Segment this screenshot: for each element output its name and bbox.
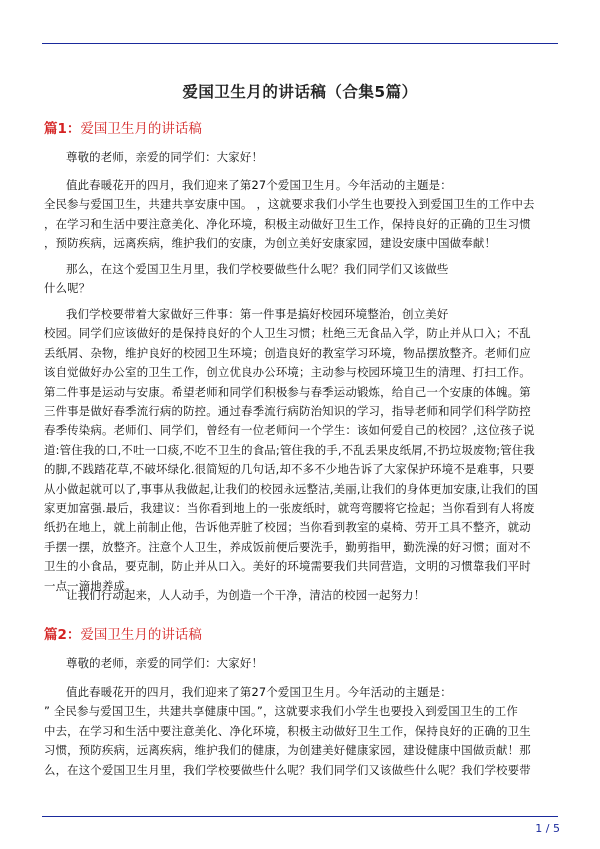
s2-paragraph-theme	[44, 683, 556, 780]
text-line: 手摆一摆，放整齐。注意个人卫生，养成饭前便后要洗手，勤剪指甲，勤洗澡的好习惯；面对不	[44, 539, 531, 554]
text-line: 习惯，预防疾病，远离疾病，维护我们的健康，为创建美好健康家园，建设健康中国做贡献！那	[44, 743, 531, 758]
page-number: 1 / 5	[535, 822, 560, 835]
text-line: ，在学习和生活中要注意美化、净化环境，积极主动做好卫生工作，保持良好的正确的卫生习惯	[44, 216, 531, 231]
section-1-heading-name: 爱国卫生月的讲话稿	[80, 121, 202, 137]
text-line: ” 全民参与爱国卫生，共建共享健康中国。”，这就要求我们小学生也要投入到爱国卫生的工作	[44, 704, 518, 719]
text-line: 尊敬的老师，亲爱的同学们：大家好！	[66, 150, 264, 164]
footer-rule	[42, 816, 558, 817]
text-line: 让我们行动起来，人人动手，为创造一个干净，清洁的校园一起努力！	[66, 588, 426, 602]
text-line: 卫生的小食品，要克制，防止并从口入。美好的环境需要我们共同营造，文明的习惯靠我们平时	[44, 559, 531, 574]
text-line: ，预防疾病，远离疾病，维护我们的安康，为创立美好安康家园，建设安康中国做奉献！	[44, 236, 497, 251]
text-line: 全民参与爱国卫生，共建共享安康中国。 ，这就要求我们小学生也要投入到爱国卫生的工作中去	[44, 197, 535, 212]
text-line: 道:管住我的口,不吐一口痰,不吃不卫生的食品;管住我的手,不乱丢果皮纸屑,不扔垃圾废物;管住我	[44, 442, 536, 457]
text-line: 中去，在学习和生活中要注意美化、净化环境，积极主动做好卫生工作，保持良好的正确的卫生	[44, 723, 531, 738]
section-1-heading-number: 篇1：	[44, 121, 81, 137]
document-title: 爱国卫生月的讲话稿（合集5篇）	[182, 83, 418, 101]
header-rule	[42, 43, 558, 44]
section-1-heading	[44, 117, 202, 137]
text-line: 尊敬的老师，亲爱的同学们：大家好！	[66, 656, 264, 670]
s2-paragraph-greeting	[44, 654, 578, 673]
text-line: 校园。同学们应该做好的是保持良好的个人卫生习惯；杜绝三无食品入学，防止并从口入；不乱	[44, 326, 531, 341]
text-line: 值此春暖花开的四月，我们迎来了第27个爱国卫生月。今年活动的主题是：	[66, 685, 452, 699]
text-line: 丢纸屑、杂物，维护良好的校园卫生环境；创造良好的教室学习环境，物品摆放整齐。老师们应	[44, 345, 531, 360]
section-2-heading-number: 篇2：	[44, 627, 81, 643]
text-line: 春季传染病。老师们、同学们，曾经有一位老师问一个学生：该如何爱自己的校园？,这位孩子说	[44, 423, 535, 438]
text-line: 那么，在这个爱国卫生月里，我们学校要做些什么呢？我们同学们又该做些	[66, 262, 449, 276]
section-2-heading	[44, 623, 202, 643]
s1-paragraph-question	[44, 260, 556, 299]
s1-paragraph-three-things	[44, 305, 556, 596]
text-line: 该自觉做好办公室的卫生工作，创立优良办公环境；主动参与校园环境卫生的清理、打扫工作。	[44, 365, 531, 380]
text-line: 从小做起就可以了,事事从我做起,让我们的校园永远整洁,美丽,让我们的身体更加安康,让我们的国	[44, 481, 539, 496]
text-line: 一点一滴地养成。	[44, 578, 137, 593]
text-line: 我们学校要带着大家做好三件事：第一件事是搞好校园环境整治，创立美好	[66, 307, 449, 321]
text-line: 值此春暖花开的四月，我们迎来了第27个爱国卫生月。今年活动的主题是：	[66, 178, 452, 192]
s1-paragraph-closing	[44, 586, 578, 605]
text-line: 第二件事是运动与安康。希望老师和同学们积极参与春季运动锻炼，给自己一个安康的体魄。第	[44, 384, 531, 399]
text-line: 纸扔在地上，就上前制止他，告诉他弄脏了校园；当你看到教室的桌椅、劳开工具不整齐，就动	[44, 520, 531, 535]
text-line: 家更加富强.最后，我建议：当你看到地上的一张废纸时，就弯弯腰将它捡起；当你看到有人将废	[44, 501, 535, 516]
section-2-heading-name: 爱国卫生月的讲话稿	[80, 627, 202, 643]
text-line: 的脚,不践踏花草,不破坏绿化.很简短的几句话,却不多不少地告诉了大家保护环境不是难事，只要	[44, 462, 535, 477]
text-line: 三件事是做好春季流行病的防控。通过春季流行病防治知识的学习，指导老师和同学们科学防控	[44, 404, 531, 419]
s1-paragraph-greeting	[44, 148, 578, 167]
text-line: 么，在这个爱国卫生月里，我们学校要做些什么呢？我们同学们又该做些什么呢？我们学校要带	[44, 762, 531, 777]
text-line: 什么呢？	[44, 281, 91, 296]
s1-paragraph-theme	[44, 176, 556, 254]
